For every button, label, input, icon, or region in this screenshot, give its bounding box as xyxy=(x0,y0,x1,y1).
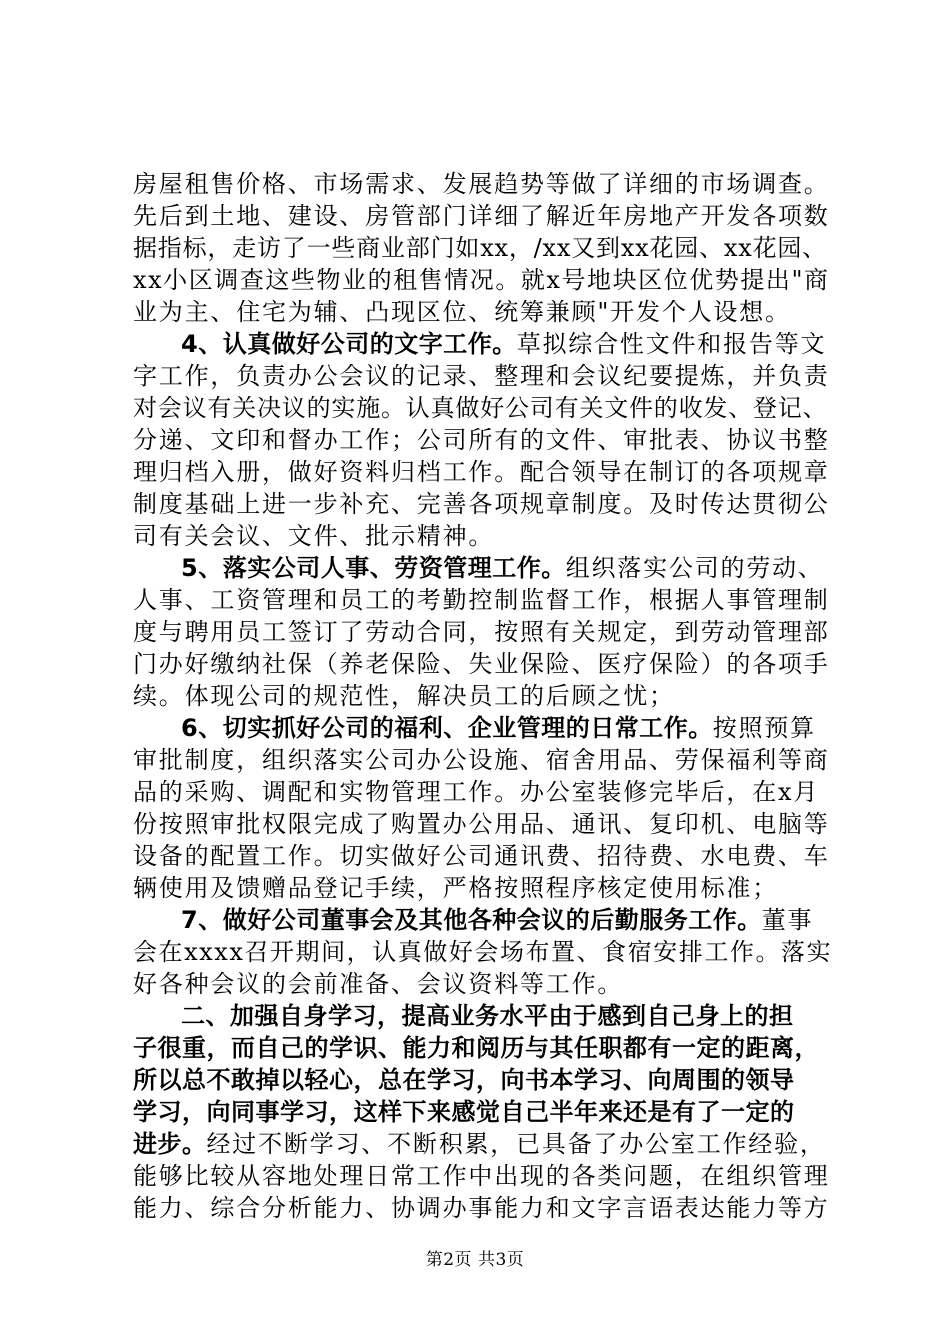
text-line xyxy=(133,552,833,584)
text-run: 份按照审批权限完成了购置办公用品、通讯、复印机、电脑等 xyxy=(133,810,830,838)
text-line xyxy=(133,808,833,840)
text-run: 门办好缴纳社保（养老保险、失业保险、医疗保险）的各项手 xyxy=(133,650,830,678)
text-run: 司有关会议、文件、批示精神。 xyxy=(133,522,495,550)
text-line xyxy=(133,360,833,392)
text-run: 设备的配置工作。切实做好公司通讯费、招待费、水电费、车 xyxy=(133,842,830,870)
text-run: 按照预算 xyxy=(712,714,816,742)
text-run: 度与聘用员工签订了劳动合同，按照有关规定，到劳动管理部 xyxy=(133,618,830,646)
text-line xyxy=(133,328,833,360)
text-line xyxy=(133,456,833,488)
text-line xyxy=(133,872,833,904)
bold-text: 子很重，而自己的学识、能力和阅历与其任职都有一定的距离， xyxy=(133,1034,819,1062)
text-run: 组织落实公司的劳动、 xyxy=(565,554,824,582)
text-line xyxy=(133,200,833,232)
bold-text: 4、认真做好公司的文字工作。 xyxy=(181,330,517,358)
text-line xyxy=(133,488,833,520)
text-run: 能够比较从容地处理日常工作中出现的各类问题，在组织管理 xyxy=(133,1162,830,1190)
text-line xyxy=(133,520,833,552)
text-line xyxy=(133,1096,833,1128)
text-run: xx小区调查这些物业的租售情况。就x号地块区位优势提出"商 xyxy=(133,266,830,294)
text-line xyxy=(133,264,833,296)
paragraph xyxy=(133,552,833,712)
text-run: 会在xxxx召开期间，认真做好会场布置、食宿安排工作。落实 xyxy=(133,938,833,966)
page-footer: 第2页 共3页 xyxy=(425,1250,525,1270)
bold-text: 6、切实抓好公司的福利、企业管理的日常工作。 xyxy=(181,714,713,742)
text-line xyxy=(133,1128,833,1160)
text-run: 据指标，走访了一些商业部门如xx，/xx又到xx花园、xx花园、 xyxy=(133,234,827,262)
text-line xyxy=(133,712,833,744)
text-line xyxy=(133,616,833,648)
text-line xyxy=(133,1160,833,1192)
text-line xyxy=(133,584,833,616)
text-run: 能力、综合分析能力、协调办事能力和文字言语表达能力等方 xyxy=(133,1194,830,1222)
text-line xyxy=(133,424,833,456)
text-run: 续。体现公司的规范性，解决员工的后顾之忧； xyxy=(133,682,675,710)
document-body xyxy=(133,168,833,1224)
bold-text: 学习，向同事学习，这样下来感觉自己半年来还是有了一定的 xyxy=(133,1098,795,1126)
text-line xyxy=(133,744,833,776)
text-run: 房屋租售价格、市场需求、发展趋势等做了详细的市场调查。 xyxy=(133,170,830,198)
text-line xyxy=(133,392,833,424)
text-run: 业为主、住宅为辅、凸现区位、统筹兼顾"开发个人设想。 xyxy=(133,298,791,326)
text-run: 董事 xyxy=(761,906,814,934)
paragraph xyxy=(133,712,833,904)
text-run: 辆使用及馈赠品登记手续，严格按照程序核定使用标准； xyxy=(133,874,778,902)
text-line xyxy=(133,936,833,968)
paragraph xyxy=(133,1000,833,1224)
text-line xyxy=(133,1000,833,1032)
text-run: 人事、工资管理和员工的考勤控制监督工作，根据人事管理制 xyxy=(133,586,830,614)
bold-text: 5、落实公司人事、劳资管理工作。 xyxy=(181,554,566,582)
text-run: 先后到土地、建设、房管部门详细了解近年房地产开发各项数 xyxy=(133,202,830,230)
text-line xyxy=(133,680,833,712)
bold-text: 进步。 xyxy=(133,1130,207,1158)
text-line xyxy=(133,1032,833,1064)
paragraph xyxy=(133,328,833,552)
bold-text: 7、做好公司董事会及其他各种会议的后勤服务工作。 xyxy=(181,906,762,934)
text-line xyxy=(133,296,833,328)
text-line xyxy=(133,776,833,808)
bold-text: 所以总不敢掉以轻心，总在学习，向书本学习、向周围的领导 xyxy=(133,1066,795,1094)
text-run: 制度基础上进一步补充、完善各项规章制度。及时传达贯彻公 xyxy=(133,490,830,518)
text-line xyxy=(133,168,833,200)
text-line xyxy=(133,1192,833,1224)
text-line xyxy=(133,1064,833,1096)
text-line xyxy=(133,904,833,936)
paragraph xyxy=(133,168,833,328)
bold-text: 二、加强自身学习，提高业务水平由于感到自己身上的担 xyxy=(181,1002,794,1030)
text-run: 分递、文印和督办工作；公司所有的文件、审批表、协议书整 xyxy=(133,426,830,454)
text-line xyxy=(133,840,833,872)
text-run: 审批制度，组织落实公司办公设施、宿舍用品、劳保福利等商 xyxy=(133,746,830,774)
text-run: 经过不断学习、不断积累，已具备了办公室工作经验， xyxy=(206,1130,826,1158)
text-run: 字工作，负责办公会议的记录、整理和会议纪要提炼，并负责 xyxy=(133,362,830,390)
paragraph xyxy=(133,904,833,1000)
text-run: 好各种会议的会前准备、会议资料等工作。 xyxy=(133,970,624,998)
text-line xyxy=(133,968,833,1000)
text-run: 理归档入册，做好资料归档工作。配合领导在制订的各项规章 xyxy=(133,458,830,486)
text-run: 草拟综合性文件和报告等文 xyxy=(516,330,827,358)
text-run: 品的采购、调配和实物管理工作。办公室装修完毕后，在x月 xyxy=(133,778,820,806)
text-run: 对会议有关决议的实施。认真做好公司有关文件的收发、登记、 xyxy=(133,394,828,422)
text-line xyxy=(133,648,833,680)
text-line xyxy=(133,232,833,264)
